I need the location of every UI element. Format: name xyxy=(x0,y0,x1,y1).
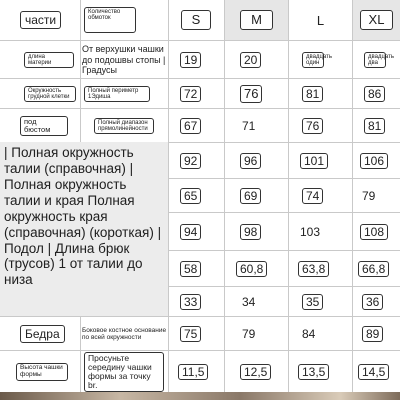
row-name: Высота чашки формы xyxy=(16,363,68,381)
row-desc: Боковое костное основание по всей окружности xyxy=(82,327,167,341)
value-xl: 86 xyxy=(364,86,385,103)
value-cell xyxy=(362,287,400,317)
row-name-cell xyxy=(20,317,80,351)
value-cell xyxy=(242,317,288,351)
value-cell xyxy=(302,179,352,213)
desc-header-cell xyxy=(84,0,164,40)
value-xl: 14,5 xyxy=(358,364,389,381)
value-cell xyxy=(358,351,400,393)
value-m: 71 xyxy=(242,119,256,133)
row-name: под бюстом xyxy=(20,116,68,136)
size-l-cell xyxy=(289,0,352,40)
parts-header: части xyxy=(20,11,61,30)
table-row xyxy=(0,78,400,109)
value-s: 58 xyxy=(180,261,201,278)
value-s: 75 xyxy=(180,326,201,343)
size-xl-header: XL xyxy=(360,10,394,30)
value-cell xyxy=(236,251,288,287)
value-s: 92 xyxy=(180,153,201,170)
row-desc-cell xyxy=(84,351,168,393)
value-cell xyxy=(180,41,224,79)
row-desc-cell xyxy=(84,79,168,109)
row-name-cell xyxy=(20,109,80,143)
row-name-cell xyxy=(24,41,80,79)
value-l: 101 xyxy=(300,153,328,170)
value-cell xyxy=(240,351,288,393)
row-desc-cell xyxy=(82,317,168,351)
value-m: 34 xyxy=(242,295,256,309)
size-m-header: M xyxy=(240,10,273,30)
value-l: 84 xyxy=(302,327,316,341)
value-xl: 81 xyxy=(364,118,385,135)
value-l: 13,5 xyxy=(298,364,329,381)
value-s: 65 xyxy=(180,188,201,205)
value-l: 63,8 xyxy=(298,261,329,278)
value-xl: 66,8 xyxy=(358,261,389,278)
value-cell xyxy=(302,109,352,143)
value-s: 94 xyxy=(180,224,201,241)
value-cell xyxy=(180,287,224,317)
value-cell xyxy=(180,317,224,351)
value-cell xyxy=(240,179,288,213)
value-s: 33 xyxy=(180,294,201,311)
row-desc-cell xyxy=(94,109,168,143)
table-row xyxy=(0,40,400,79)
value-cell xyxy=(364,79,400,109)
value-cell xyxy=(360,213,400,251)
row-desc-cell xyxy=(82,41,168,79)
table-row xyxy=(0,108,400,143)
value-cell xyxy=(180,79,224,109)
value-cell xyxy=(298,251,352,287)
value-cell xyxy=(242,287,288,317)
table-row xyxy=(0,350,400,393)
value-xl: двадцать два xyxy=(364,52,386,69)
value-cell xyxy=(362,179,400,213)
value-xl: 106 xyxy=(360,153,388,170)
value-l: 103 xyxy=(300,225,321,239)
value-cell xyxy=(298,351,352,393)
value-xl: 79 xyxy=(362,189,376,203)
parts-header-cell xyxy=(20,0,80,40)
value-cell xyxy=(240,143,288,179)
value-cell xyxy=(300,213,352,251)
value-cell xyxy=(302,41,352,79)
desc-header: Количество обмоток xyxy=(84,7,136,33)
table-row xyxy=(0,316,400,351)
value-l: 35 xyxy=(302,294,323,311)
value-cell xyxy=(362,317,400,351)
row-desc: Просуньте середину чашки формы за точку br. xyxy=(84,352,164,392)
value-m: 20 xyxy=(240,52,261,69)
value-m: 12,5 xyxy=(240,364,271,381)
size-s-cell xyxy=(168,0,224,40)
row-desc: Полный диапазон прямолинейности xyxy=(94,118,154,135)
merged-description: | Полная окружность талии (справочная) | Полная окружность талии и края Полная окружность края (справочная) (короткая) | Подол | Длина брюк (трусов) 1 от талии до низа xyxy=(0,142,168,316)
row-name: Бедра xyxy=(20,325,65,344)
value-cell xyxy=(302,317,352,351)
row-desc: От верхушки чашки до подошвы стопы | Градусы xyxy=(82,44,166,76)
value-cell xyxy=(360,143,400,179)
value-cell xyxy=(180,213,224,251)
value-cell xyxy=(180,179,224,213)
value-s: 72 xyxy=(180,86,201,103)
value-cell xyxy=(358,251,400,287)
value-cell xyxy=(364,41,400,79)
size-xl-cell xyxy=(353,0,400,40)
photo-strip xyxy=(0,392,400,400)
value-cell xyxy=(240,213,288,251)
row-name-cell xyxy=(24,79,80,109)
value-cell xyxy=(240,41,288,79)
value-xl: 108 xyxy=(360,224,388,241)
value-cell xyxy=(180,143,224,179)
row-name: длина материи xyxy=(24,52,74,69)
value-s: 19 xyxy=(180,52,201,69)
size-l-header: L xyxy=(316,12,325,28)
value-cell xyxy=(364,109,400,143)
value-cell xyxy=(302,287,352,317)
value-cell xyxy=(180,109,224,143)
header-row xyxy=(0,0,400,40)
value-xl: 89 xyxy=(362,326,383,343)
value-m: 98 xyxy=(240,224,261,241)
value-cell xyxy=(242,109,288,143)
value-m: 69 xyxy=(240,188,261,205)
value-m: 60,8 xyxy=(236,261,267,278)
row-name: Окружность грудной клетки xyxy=(24,86,76,103)
value-cell xyxy=(178,351,224,393)
value-l: двадцать один xyxy=(302,52,324,69)
row-name-cell xyxy=(16,351,80,393)
value-m: 79 xyxy=(242,327,256,341)
value-m: 76 xyxy=(240,85,262,103)
value-s: 67 xyxy=(180,118,201,135)
size-s-header: S xyxy=(181,10,212,30)
value-cell xyxy=(300,143,352,179)
row-desc: Полный периметр 1Эдиша xyxy=(84,86,150,103)
value-cell xyxy=(240,79,288,109)
value-cell xyxy=(302,79,352,109)
value-m: 96 xyxy=(240,153,261,170)
value-l: 76 xyxy=(302,118,323,135)
value-s: 11,5 xyxy=(178,364,208,381)
value-l: 74 xyxy=(302,188,323,205)
value-xl: 36 xyxy=(362,294,383,311)
size-m-cell xyxy=(225,0,288,40)
value-l: 81 xyxy=(302,86,323,103)
value-cell xyxy=(180,251,224,287)
